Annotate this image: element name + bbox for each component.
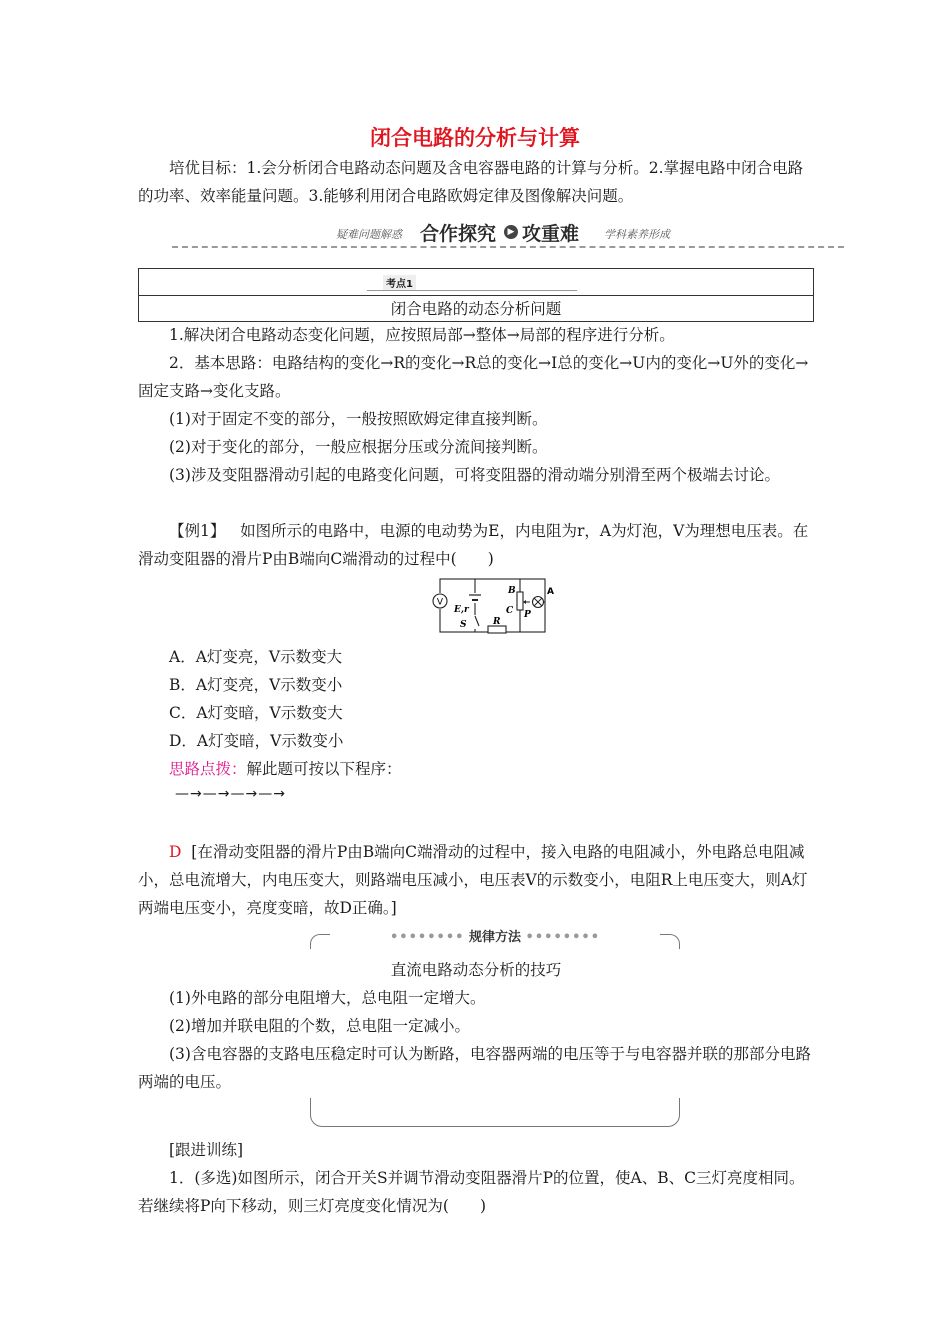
switch-label: S bbox=[460, 620, 467, 630]
method-label: •••••••• 规律方法 •••••••• bbox=[330, 926, 660, 945]
resistor-icon bbox=[488, 626, 506, 633]
practice-question-1: 1．(多选)如图所示，闭合开关S并调节滑动变阻器滑片P的位置，使A、B、C三灯亮度相同。若继续将P向下移动，则三灯亮度变化情况为( ) bbox=[138, 1169, 805, 1215]
circuit-diagram bbox=[430, 575, 560, 635]
kaodian-title: 闭合电路的动态分析问题 bbox=[390, 300, 562, 318]
kaodian-tag: 考点1 bbox=[367, 272, 577, 291]
example-1 bbox=[138, 517, 814, 573]
option-c: C．A灯变暗，V示数变大 bbox=[169, 704, 343, 722]
rheostat-c-label: C bbox=[506, 606, 514, 616]
method-3: (3)含电容器的支路电压稳定时可认为断路，电容器两端的电压等于与电容器并联的那部分电路两端的电压。 bbox=[138, 1045, 811, 1091]
banner-right-text: 学科素养形成 bbox=[604, 228, 670, 241]
banner-main-text-2: 攻重难 bbox=[522, 223, 580, 245]
method-1: (1)外电路的部分电阻增大，总电阻一定增大。 bbox=[169, 989, 486, 1007]
method-title: 直流电路动态分析的技巧 bbox=[390, 961, 562, 979]
option-a: A．A灯变亮，V示数变大 bbox=[169, 648, 343, 666]
section-banner bbox=[172, 218, 844, 248]
banner-arrow-icon: ▶ bbox=[504, 225, 518, 239]
source-label: E,r bbox=[454, 605, 469, 615]
banner-left-text: 疑难问题解惑 bbox=[336, 228, 402, 241]
learning-goal: 培优目标：1.会分析闭合电路动态问题及含电容器电路的计算与分析。2.掌握电路中闭合电路的功率、效率能量问题。3.能够利用闭合电路欧姆定律及图像解决问题。 bbox=[138, 159, 804, 205]
rheostat-b-label: B bbox=[508, 586, 516, 596]
kaodian-box bbox=[138, 268, 814, 322]
option-d: D．A灯变暗，V示数变小 bbox=[169, 732, 344, 750]
method-2: (2)增加并联电阻的个数，总电阻一定减小。 bbox=[169, 1017, 470, 1035]
lamp-label: A bbox=[547, 587, 554, 597]
answer-text: [在滑动变阻器的滑片P由B端向C端滑动的过程中，接入电路的电阻减小，外电路总电阻减小，总电流增大，内电压变大，则路端电压减小，电压表V的示数变小，电阻R上电压变大，则A灯两端电压变小，亮度变暗，故D正确。] bbox=[138, 843, 808, 917]
point-5: (3)涉及变阻器滑动引起的电路变化问题，可将变阻器的滑动端分别滑至两个极端去讨论。 bbox=[169, 466, 780, 484]
option-b: B．A灯变亮，V示数变小 bbox=[169, 676, 343, 694]
answer-letter: D bbox=[169, 843, 182, 861]
hint-text: 解此题可按以下程序： bbox=[246, 760, 402, 778]
banner-main-text-1: 合作探究 bbox=[420, 223, 497, 245]
point-4: (2)对于变化的部分，一般应根据分压或分流间接判断。 bbox=[169, 438, 548, 456]
voltmeter-label: V bbox=[436, 597, 444, 608]
point-3: (1)对于固定不变的部分，一般按照欧姆定律直接判断。 bbox=[169, 410, 548, 428]
slider-p-label: P bbox=[524, 610, 531, 620]
page-title: 闭合电路的分析与计算 bbox=[370, 126, 580, 150]
practice-label: [跟进训练] bbox=[169, 1141, 244, 1159]
answer bbox=[138, 838, 814, 922]
example-text: 如图所示的电路中，电源的电动势为E，内电阻为r，A为灯泡，V为理想电压表。在滑动变阻器的滑片P由B端向C端滑动的过程中( ) bbox=[138, 522, 809, 568]
method-box-bottom bbox=[310, 1098, 680, 1127]
hint-line bbox=[138, 755, 814, 783]
point-1: 1.解决闭合电路动态变化问题，应按照局部→整体→局部的程序进行分析。 bbox=[169, 326, 675, 344]
flow-arrows: —→—→—→—→ bbox=[175, 786, 286, 802]
rheostat-icon bbox=[517, 592, 523, 610]
point-2: 2．基本思路：电路结构的变化→R的变化→R总的变化→I总的变化→U内的变化→U外的变化→固定支路→变化支路。 bbox=[138, 354, 809, 400]
example-label: 【例1】 bbox=[169, 522, 226, 540]
resistor-label: R bbox=[493, 617, 501, 627]
hint-label: 思路点拨： bbox=[169, 760, 247, 778]
